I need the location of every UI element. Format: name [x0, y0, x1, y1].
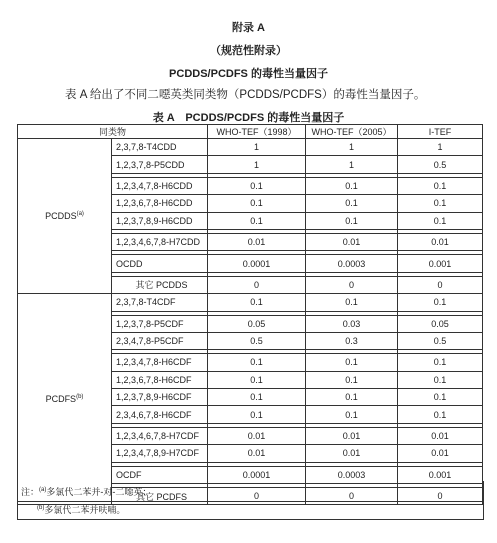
table-row [18, 139, 483, 156]
value-who2005: 0.01 [306, 445, 398, 462]
congener-name: 1,2,3,4,7,8,9-H7CDF [112, 445, 208, 462]
value-who2005: 1 [306, 156, 398, 173]
value-who2005: 0 [306, 276, 398, 293]
group-label-footnote-mark: (a) [76, 211, 84, 218]
congener-name: 2,3,7,8-T4CDF [112, 294, 208, 311]
value-itef: 0.5 [398, 332, 483, 349]
value-who1998: 0 [208, 276, 306, 293]
value-who1998: 0.0001 [208, 466, 306, 483]
value-who1998: 1 [208, 156, 306, 173]
congener-name: 1,2,3,4,6,7,8-H7CDF [112, 427, 208, 444]
value-itef: 0.1 [398, 177, 483, 194]
value-itef: 0 [398, 488, 483, 505]
value-itef: 0.1 [398, 389, 483, 406]
value-who1998: 1 [208, 139, 306, 156]
congener-name: 1,2,3,7,8-P5CDD [112, 156, 208, 173]
group-label-0 [18, 139, 112, 294]
congener-name: OCDD [112, 255, 208, 272]
value-who2005: 0.01 [306, 427, 398, 444]
value-itef: 0.01 [398, 427, 483, 444]
value-who2005: 0.1 [306, 294, 398, 311]
value-who2005: 0.1 [306, 354, 398, 371]
value-who2005: 1 [306, 139, 398, 156]
value-itef: 0.001 [398, 466, 483, 483]
congener-name: 1,2,3,6,7,8-H6CDF [112, 371, 208, 388]
value-who1998: 0.5 [208, 332, 306, 349]
value-who1998: 0.1 [208, 371, 306, 388]
table-row [18, 294, 483, 311]
value-itef: 0.1 [398, 354, 483, 371]
value-itef: 0.05 [398, 315, 483, 332]
value-who2005: 0.01 [306, 233, 398, 250]
value-who1998: 0.01 [208, 445, 306, 462]
congener-name: 1,2,3,4,7,8-H6CDF [112, 354, 208, 371]
value-itef: 0.1 [398, 406, 483, 423]
congener-name: 1,2,3,7,8,9-H6CDF [112, 389, 208, 406]
value-who1998: 0.01 [208, 233, 306, 250]
congener-name: 1,2,3,6,7,8-H6CDD [112, 195, 208, 212]
value-who2005: 0.0003 [306, 466, 398, 483]
congener-name: OCDF [112, 466, 208, 483]
value-who2005: 0 [306, 488, 398, 505]
note-a-mark: (a) [39, 487, 47, 493]
congener-name: 2,3,4,7,8-P5CDF [112, 332, 208, 349]
congener-name: 1,2,3,4,7,8-H6CDD [112, 177, 208, 194]
value-who1998: 0.1 [208, 294, 306, 311]
col-header-who2005: WHO-TEF（2005） [306, 125, 398, 139]
value-who1998: 0.1 [208, 389, 306, 406]
congener-name: 1,2,3,4,6,7,8-H7CDD [112, 233, 208, 250]
congener-name: 2,3,4,6,7,8-H6CDF [112, 406, 208, 423]
col-header-who1998: WHO-TEF（1998） [208, 125, 306, 139]
value-who2005: 0.0003 [306, 255, 398, 272]
note-a-text: 多氯代二苯并-对-二噁英； [46, 487, 152, 497]
value-who2005: 0.03 [306, 315, 398, 332]
value-who2005: 0.1 [306, 371, 398, 388]
note-b-text: 多氯代二苯并呋喃。 [44, 505, 126, 515]
value-itef: 0.001 [398, 255, 483, 272]
value-who1998: 0.05 [208, 315, 306, 332]
congener-name: 其它 PCDFS [112, 488, 208, 505]
congener-name: 1,2,3,7,8-P5CDF [112, 315, 208, 332]
value-who1998: 0.1 [208, 354, 306, 371]
value-who2005: 0.1 [306, 406, 398, 423]
value-who2005: 0.1 [306, 389, 398, 406]
value-itef: 0.01 [398, 445, 483, 462]
note-b-mark: (b) [37, 505, 45, 511]
congener-name: 1,2,3,7,8,9-H6CDD [112, 212, 208, 229]
group-label-text: PCDDS [45, 211, 77, 222]
note-a [17, 481, 484, 502]
value-itef: 0.1 [398, 371, 483, 388]
col-header-congener: 同类物 [18, 125, 208, 139]
appendix-title: PCDDS/PCDFS 的毒性当量因子 [169, 68, 328, 80]
value-who2005: 0.1 [306, 177, 398, 194]
appendix-nature: （规范性附录） [210, 45, 287, 57]
value-who2005: 0.1 [306, 212, 398, 229]
group-label-text: PCDFS [45, 394, 77, 405]
congener-name: 其它 PCDDS [112, 276, 208, 293]
note-b [17, 501, 484, 520]
value-itef: 1 [398, 139, 483, 156]
table-caption: 表 A PCDDS/PCDFS 的毒性当量因子 [152, 112, 345, 124]
tef-table [17, 124, 483, 505]
note-prefix: 注： [21, 487, 40, 497]
value-who1998: 0.0001 [208, 255, 306, 272]
value-who1998: 0 [208, 488, 306, 505]
congener-name: 2,3,7,8-T4CDD [112, 139, 208, 156]
value-who1998: 0.1 [208, 177, 306, 194]
value-who1998: 0.1 [208, 195, 306, 212]
value-itef: 0.5 [398, 156, 483, 173]
value-who1998: 0.01 [208, 427, 306, 444]
value-who1998: 0.1 [208, 406, 306, 423]
intro-text: 表 A 给出了不同二噁英类同类物（PCDDS/PCDFS）的毒性当量因子。 [65, 89, 426, 101]
value-who2005: 0.3 [306, 332, 398, 349]
col-header-itef: I-TEF [398, 125, 483, 139]
value-itef: 0.1 [398, 212, 483, 229]
value-itef: 0.01 [398, 233, 483, 250]
appendix-label: 附录 A [232, 22, 265, 34]
value-who2005: 0.1 [306, 195, 398, 212]
value-who1998: 0.1 [208, 212, 306, 229]
value-itef: 0.1 [398, 195, 483, 212]
group-label-footnote-mark: (b) [76, 394, 84, 401]
group-label-1 [18, 294, 112, 505]
value-itef: 0.1 [398, 294, 483, 311]
value-itef: 0 [398, 276, 483, 293]
header-row [18, 125, 483, 139]
